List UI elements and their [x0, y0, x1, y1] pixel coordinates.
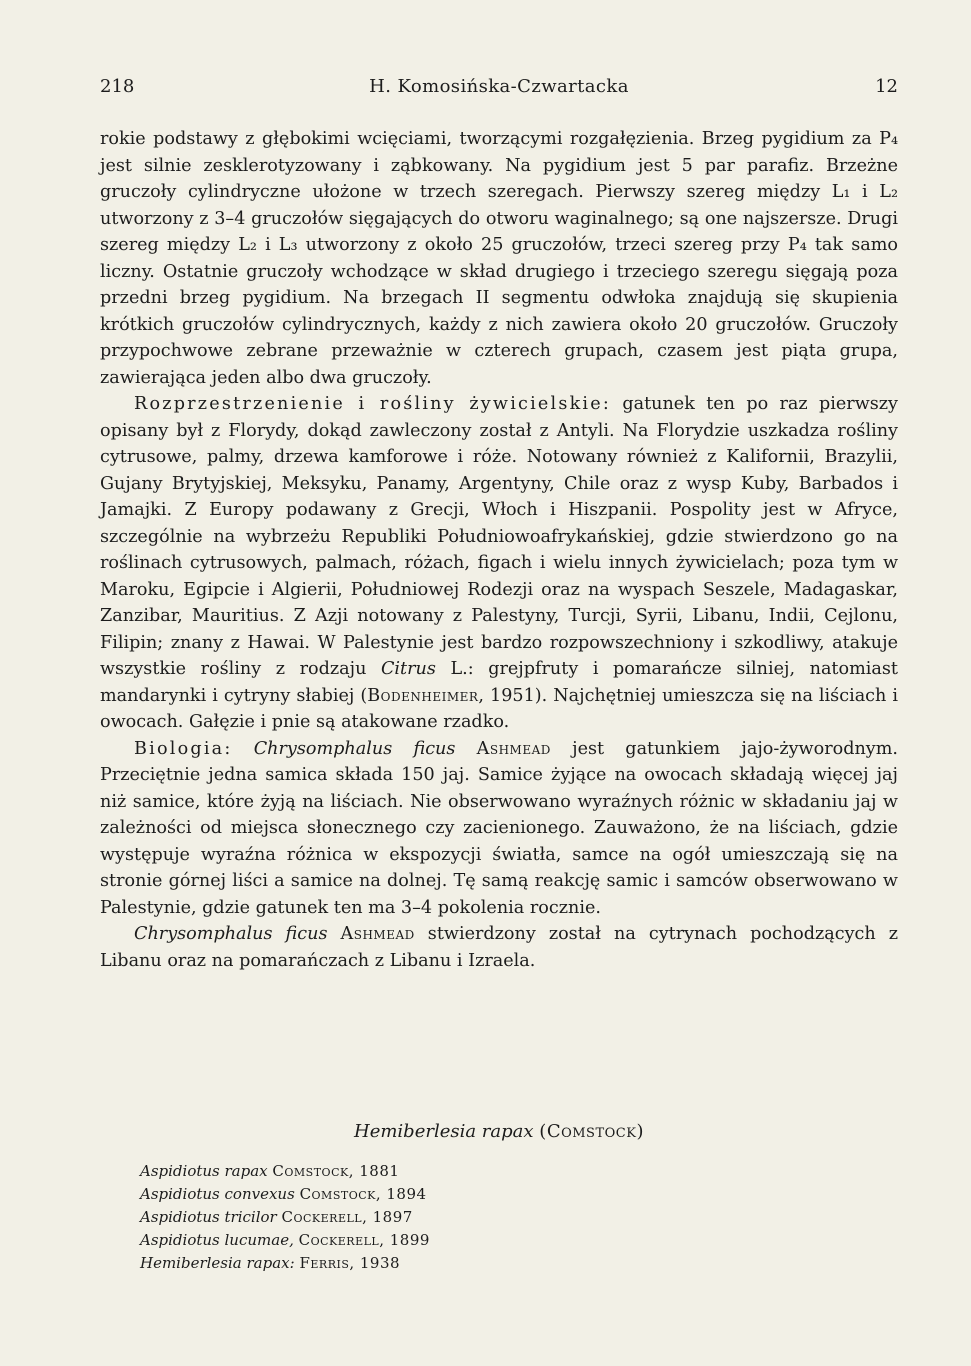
paragraph-records: Chrysomphalus ficus Ashmead stwierdzony został na cytrynach pochodzących z Libanu oraz na pomarańczach z Libanu i Izraela.: [100, 924, 899, 971]
species-name: Chrysomphalus ficus: [253, 738, 456, 759]
paragraph-description: rokie podstawy z głębokimi wcięciami, tworzącymi rozgałęzienia. Brzeg pygidium za P₄ jest silnie zesklerotyzowany i ząbkowany. Na pygidium jest 5 par parafiz. Brzeżne gruczoły cylindryczne ułożone w trzech szeregach. Pierwszy szereg między L₁ i L₂ utworzony z 3–4 gruczołów sięgających do otworu waginalnego; są one najszersze. Drugi szereg między L₂ i L₃ utworzony z około 25 gruczołów, trzeci szereg przy P₄ tak samo liczny. Ostatnie gruczoły wchodzące w skład drugiego i trzeciego szeregu sięgają poza przedni brzeg pygidium. Na brzegach II segmentu odwłoka znajdują się skupienia krótkich gruczołów cylindrycznych, każdy z nich zawiera około 20 gruczołów. Gruczoły przypochwowe zebrane przeważnie w czterech grupach, czasem jest piąta grupa, zawierająca jeden albo dwa gruczoły.: [100, 129, 898, 388]
synonym-list: [140, 1160, 430, 1275]
synonym-item: Aspidiotus tricilor Cockerell, 1897: [140, 1208, 413, 1226]
species-author: Ashmead: [476, 738, 551, 759]
species-heading-name: Hemiberlesia rapax: [354, 1121, 534, 1142]
species-name: Chrysomphalus ficus: [134, 924, 328, 944]
synonym-item: Aspidiotus convexus Comstock, 1894: [140, 1185, 427, 1203]
main-text: [100, 126, 898, 974]
synonym-item: Aspidiotus lucumae, Cockerell, 1899: [140, 1231, 430, 1249]
issue-number: 12: [875, 76, 898, 97]
species-author: Ashmead: [340, 924, 415, 944]
species-heading-author: (Comstock): [539, 1121, 644, 1142]
running-header: [100, 76, 898, 104]
paragraph-biology: Biologia: Chrysomphalus ficus Ashmead jest gatunkiem jajo-żyworodnym. Przeciętnie jedna samica składa 150 jaj. Samice żyjące na owocach składają więcej jaj niż samice, które żyją na liściach. Nie obserwowano wyraźnych różnic w składaniu jaj w zależności od miejsca słonecznego czy zacienionego. Zauważono, że na liściach, gdzie występuje wyraźna różnica w ekspozycji światła, samce na ogół umieszczają się na stronie górnej liści a samice na dolnej. Tę samą reakcję samic i samców obserwowano w Palestynie, gdzie gatunek ten ma 3–4 pokolenia rocznie.: [100, 738, 899, 918]
paragraph-distribution: Rozprzestrzenienie i rośliny żywicielskie: gatunek ten po raz pierwszy opisany był z Florydy, dokąd zawleczony został z Antyli. Na Florydzie uszkadza rośliny cytrusowe, palmy, drzewa kamforowe i róże. Notowany również z Kalifornii, Brazylii, Gujany Brytyjskiej, Meksyku, Panamy, Argentyny, Chile oraz z wysp Kuby, Barbados i Jamajki. Z Europy podawany z Grecji, Włoch i Hiszpanii. Pospolity jest w Afryce, szczególnie na wybrzeżu Republiki Południowoafrykańskiej, gdzie stwierdzono go na roślinach cytrusowych, palmach, różach, figach i wielu innych żywicielach; poza tym w Maroku, Egipcie i Algierii, Południowej Rodezji oraz na wyspach Seszele, Madagaskar, Zanzibar, Mauritius. Z Azji notowany z Palestyny, Turcji, Syrii, Libanu, Indii, Cejlonu, Filipin; znany z Hawai. W Palestynie jest bardzo rozpowszechniony i szkodliwy, atakuje wszystkie rośliny z rodzaju Citrus L.: grejpfruty i pomarańcze silniej, natomiast mandarynki i cytryny słabiej (Bodenheimer, 1951). Najchętniej umieszcza się na liściach i owocach. Gałęzie i pnie są atakowane rzadko.: [100, 394, 898, 732]
citation-author: Bodenheimer: [367, 685, 479, 706]
synonym-item: Aspidiotus rapax Comstock, 1881: [140, 1162, 400, 1180]
synonym-item: Hemiberlesia rapax: Ferris, 1938: [140, 1254, 401, 1272]
page-number: 218: [100, 76, 135, 97]
genus-name: Citrus: [380, 659, 436, 679]
section-heading-distribution: Rozprzestrzenienie i rośliny żywicielskie:: [134, 394, 611, 414]
species-heading: [100, 1121, 898, 1142]
running-author: H. Komosińska-Czwartacka: [369, 76, 629, 97]
section-heading-biology: Biologia:: [134, 738, 233, 759]
